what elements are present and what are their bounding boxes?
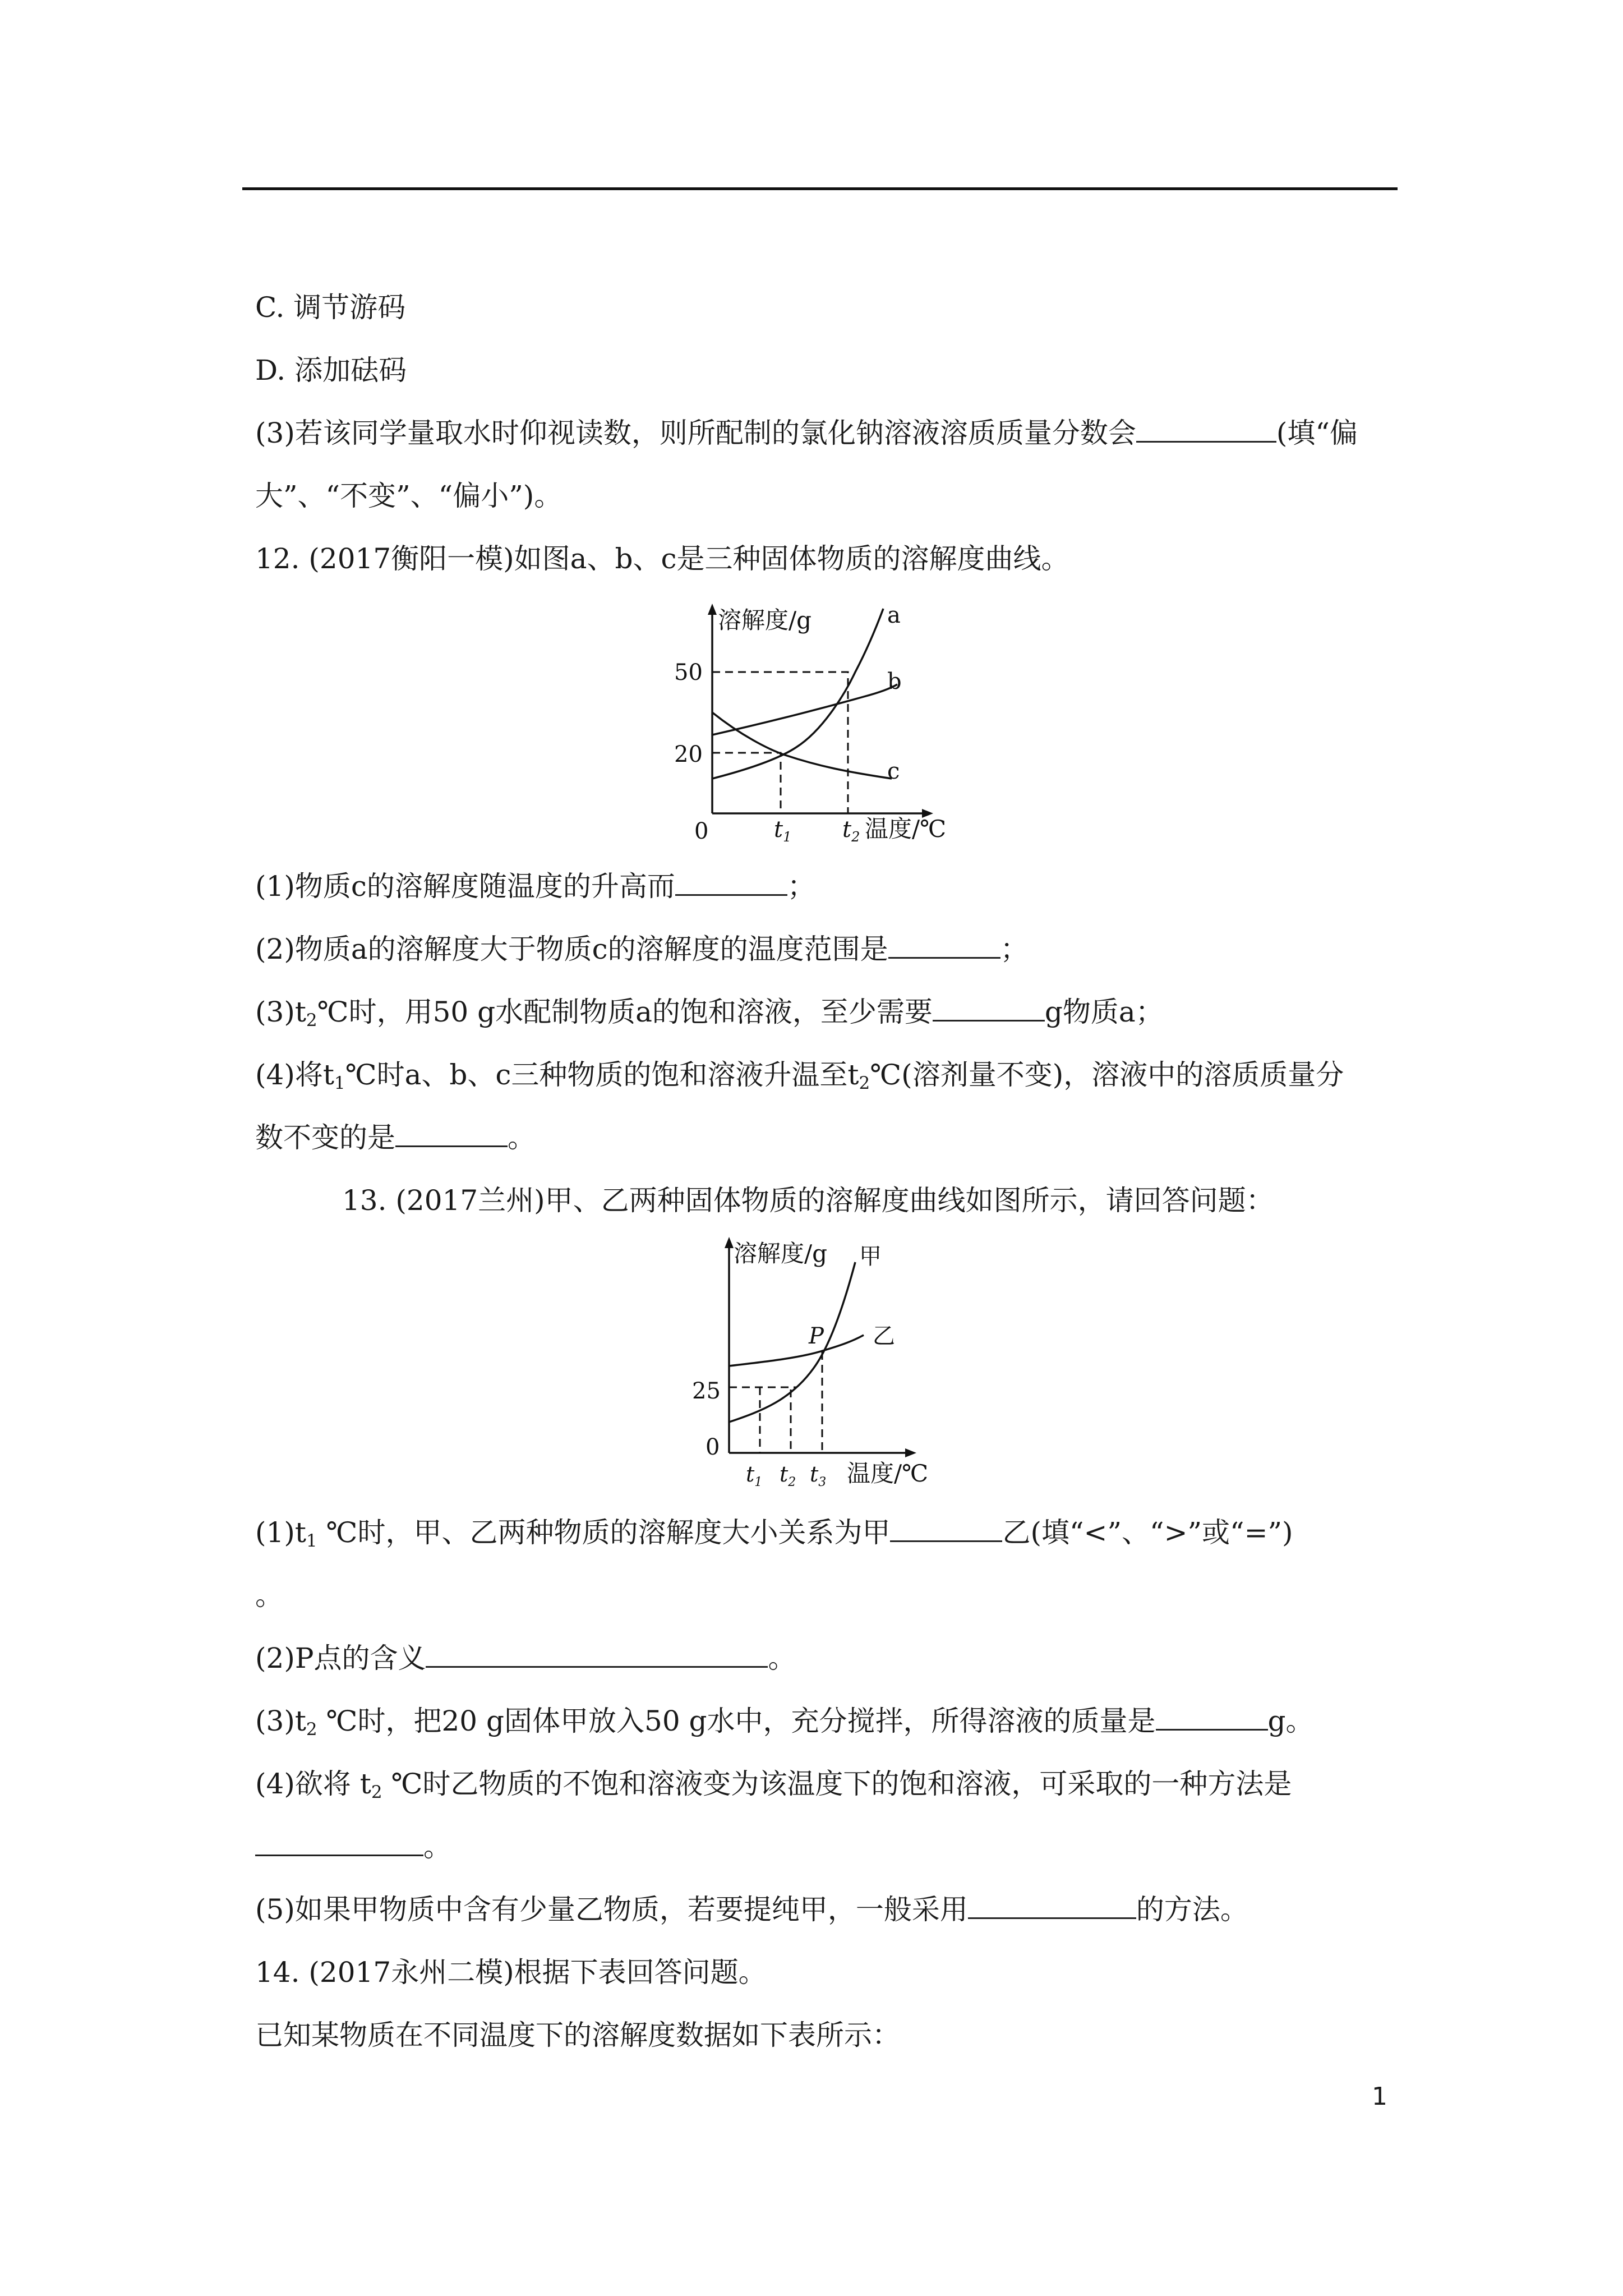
q13-part2: (2)P点的含义 。 xyxy=(255,1640,796,1676)
tick-t2: $t_2$ xyxy=(780,1462,796,1489)
q13-part1: $(1)t_1$ ℃时，甲、乙两种物质的溶解度大小关系为甲 乙(填“<”、“>”或“=”) xyxy=(255,1515,1293,1559)
curve-yi-label: 乙 xyxy=(873,1323,895,1349)
answer-blank[interactable] xyxy=(968,1892,1136,1919)
q14-stem: 14. (2017永州二模)根据下表回答问题。 xyxy=(255,1956,767,1989)
q13-part4-line2: 。 xyxy=(255,1829,451,1865)
q13-part4-line1: (4)欲将 $t_2$ ℃时乙物质的不饱和溶液变为该温度下的饱和溶液，可采取的一种方法是 xyxy=(255,1768,1292,1802)
answer-blank[interactable] xyxy=(675,868,787,896)
answer-blank[interactable] xyxy=(426,1640,768,1668)
x-axis-arrow xyxy=(905,1448,916,1457)
curve-b-label: b xyxy=(887,669,902,694)
answer-blank[interactable] xyxy=(255,1829,423,1856)
solubility-chart-jia-yi xyxy=(684,1231,976,1495)
q12-part4-line1: (4)将$t_1℃$时a、b、c三种物质的饱和溶液升温至$t_2℃$(溶剂量不变)，溶液中的溶质质量分 xyxy=(255,1059,1344,1093)
answer-blank[interactable] xyxy=(1136,415,1276,443)
origin-label: 0 xyxy=(706,1434,720,1460)
x-axis-label: 温度/℃ xyxy=(847,1460,929,1487)
q14-description: 已知某物质在不同温度下的溶解度数据如下表所示： xyxy=(255,2019,900,2051)
curve-b xyxy=(712,684,897,735)
tick-25: 25 xyxy=(692,1378,721,1404)
curve-c-label: c xyxy=(887,758,900,784)
point-p-label: P xyxy=(809,1323,824,1349)
curve-jia-label: 甲 xyxy=(859,1244,882,1269)
q12-part1: (1)物质c的溶解度随温度的升高而 ； xyxy=(255,868,815,904)
option-c: C. 调节游码 xyxy=(255,291,406,324)
y-axis-arrow xyxy=(725,1237,734,1248)
q13-part1-tail: 。 xyxy=(255,1579,283,1612)
curve-a xyxy=(712,609,883,779)
guide-20-t1 xyxy=(712,753,781,813)
q13-part3: $(3)t_2$ ℃时，把20 g固体甲放入50 g水中，充分搅拌，所得溶液的质量是 g。 xyxy=(255,1703,1314,1747)
tick-t1: $t_1$ xyxy=(774,817,792,841)
curve-a-label: a xyxy=(887,602,901,628)
x-axis-label: 温度/℃ xyxy=(865,815,947,841)
curve-c xyxy=(712,712,892,779)
page-number: 1 xyxy=(1372,2082,1387,2111)
answer-blank[interactable] xyxy=(890,1515,1002,1542)
y-axis-label: 溶解度/g xyxy=(734,1240,828,1267)
curve-jia xyxy=(729,1262,855,1422)
header-rule xyxy=(242,187,1398,190)
q11-part3-line1: (3)若该同学量取水时仰视读数，则所配制的氯化钠溶液溶质质量分数会 (填“偏 xyxy=(255,415,1358,451)
q13-stem: 13. (2017兰州)甲、乙两种固体物质的溶解度曲线如图所示，请回答问题： xyxy=(342,1184,1274,1217)
y-axis-label: 溶解度/g xyxy=(718,606,812,634)
origin-label: 0 xyxy=(694,818,709,841)
tick-t1: $t_1$ xyxy=(746,1462,763,1489)
answer-blank[interactable] xyxy=(1156,1703,1268,1731)
q11-part3-line2: 大”、“不变”、“偏小”)。 xyxy=(255,480,562,512)
q12-part4-line2: 数不变的是 。 xyxy=(255,1120,536,1156)
curve-yi xyxy=(729,1335,864,1366)
answer-blank[interactable] xyxy=(395,1120,508,1147)
tick-20: 20 xyxy=(674,742,703,767)
tick-50: 50 xyxy=(674,660,703,685)
q13-part5: (5)如果甲物质中含有少量乙物质，若要提纯甲，一般采用 的方法。 xyxy=(255,1892,1248,1927)
tick-t2: $t_2$ xyxy=(842,817,860,841)
tick-t3: $t_3$ xyxy=(810,1462,827,1489)
solubility-chart-abc xyxy=(662,600,976,841)
q12-part3: $(3)t_2℃$时，用50 g水配制物质a的饱和溶液，至少需要 g物质a； xyxy=(255,994,1164,1038)
q12-part2: (2)物质a的溶解度大于物质c的溶解度的温度范围是 ； xyxy=(255,931,1029,967)
answer-blank[interactable] xyxy=(888,931,1000,959)
y-axis-arrow xyxy=(708,604,717,615)
answer-blank[interactable] xyxy=(933,994,1045,1022)
q12-stem: 12. (2017衡阳一模)如图a、b、c是三种固体物质的溶解度曲线。 xyxy=(255,542,1069,575)
option-d: D. 添加砝码 xyxy=(255,354,407,386)
